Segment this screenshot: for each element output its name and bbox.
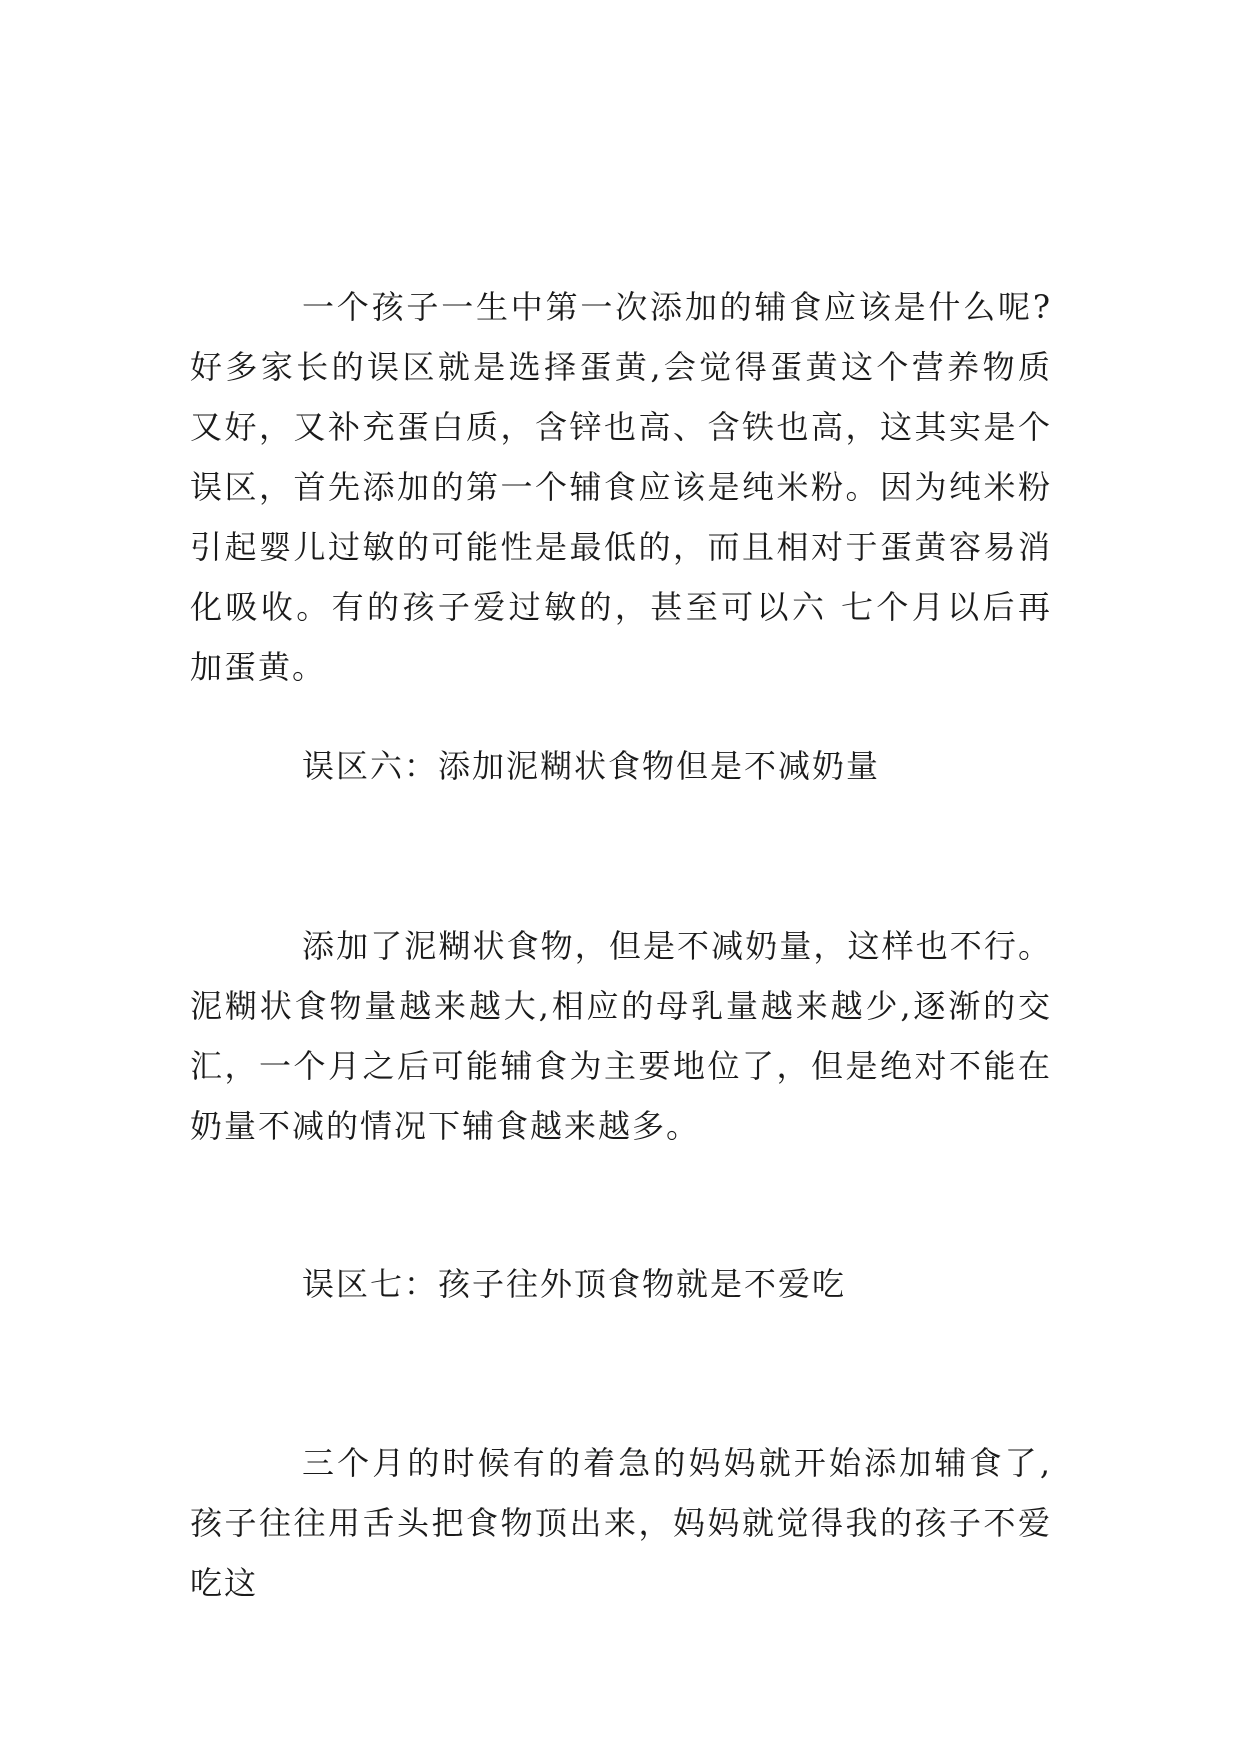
section-heading-myth-six: 误区六：添加泥糊状食物但是不减奶量: [302, 747, 881, 785]
paragraph-tongue-push: 三个月的时候有的着急的妈妈就开始添加辅食了,孩子往往用舌头把食物顶出来，妈妈就觉得我的孩子不爱吃这: [190, 1444, 1052, 1602]
paragraph-first-food: 一个孩子一生中第一次添加的辅食应该是什么呢?好多家长的误区就是选择蛋黄,会觉得蛋黄这个营养物质又好，又补充蛋白质，含锌也高、含铁也高，这其实是个误区，首先添加的第一个辅食应该是纯米粉。因为纯米粉引起婴儿过敏的可能性是最低的，而且相对于蛋黄容易消化吸收。有的孩子爱过敏的，甚至可以六 七个月以后再加蛋黄。: [190, 288, 1052, 686]
paragraph-milk-amount: 添加了泥糊状食物，但是不减奶量，这样也不行。泥糊状食物量越来越大,相应的母乳量越来越少,逐渐的交汇，一个月之后可能辅食为主要地位了，但是绝对不能在奶量不减的情况下辅食越来越多。: [190, 927, 1052, 1145]
section-heading-myth-seven: 误区七：孩子往外顶食物就是不爱吃: [302, 1265, 847, 1303]
